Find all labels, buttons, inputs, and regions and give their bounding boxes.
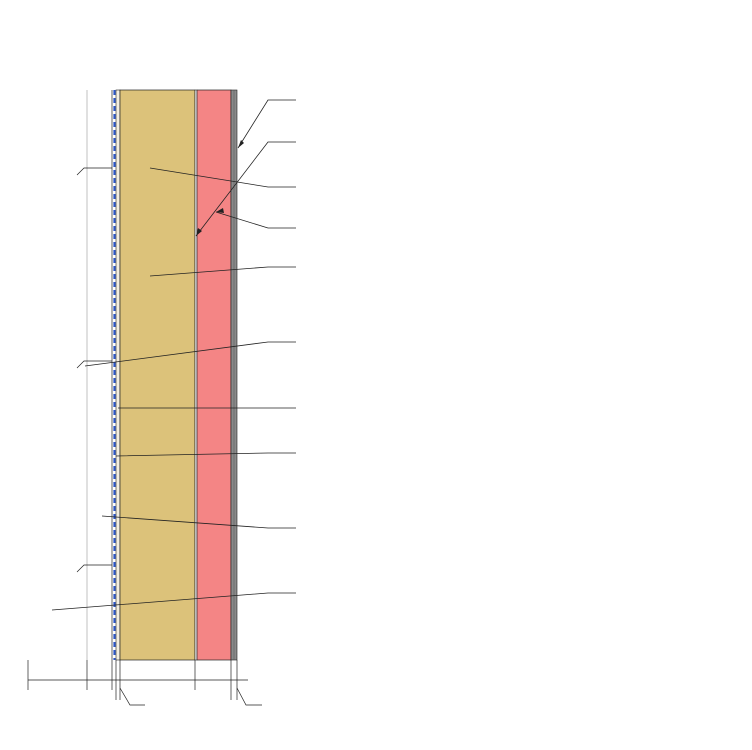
breather-membrane (112, 90, 115, 660)
timber-frame-insulation (120, 90, 195, 660)
insulated-plasterboard-layer (197, 90, 231, 660)
dimension-lines (28, 660, 262, 705)
osb-sheathing (116, 90, 120, 660)
gyproc-wallboard (231, 90, 237, 660)
wall-tie (77, 168, 112, 572)
